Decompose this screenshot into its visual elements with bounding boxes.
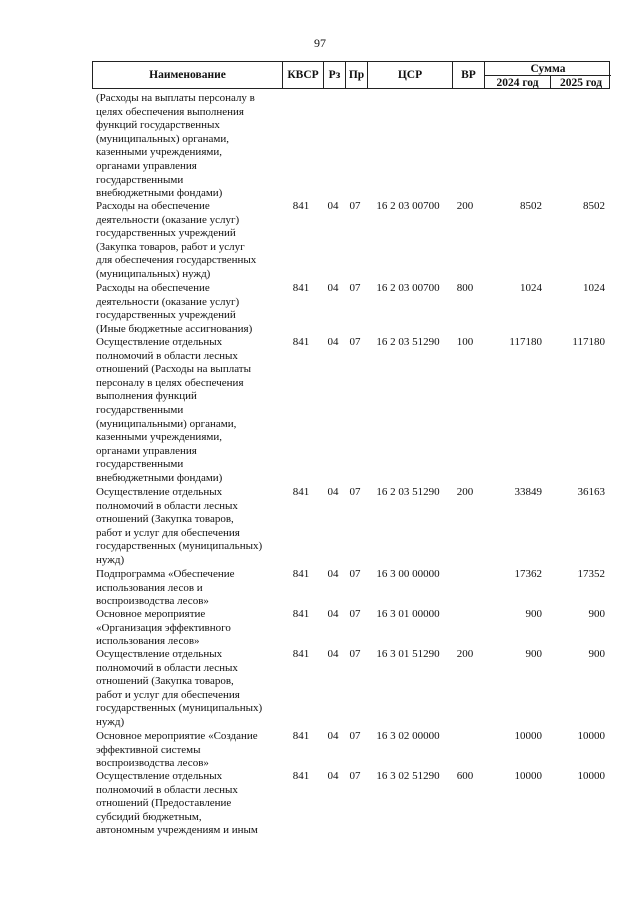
row-csr: 16 2 03 00700 bbox=[376, 282, 440, 294]
row-kvsr: 841 bbox=[292, 486, 310, 498]
row-rz: 04 bbox=[327, 200, 339, 212]
row-name: Осуществление отдельных полномочий в области лесных отношений (Расходы на выплаты персоналу в целях обеспечения выполнения функций государственными (муниципальными) органами, казенными учреждениями, органами управления государственными внебюджетными фондами) bbox=[96, 336, 251, 484]
row-rz: 04 bbox=[327, 608, 339, 620]
row-sum-2025: 17352 bbox=[577, 568, 605, 580]
row-kvsr: 841 bbox=[292, 568, 310, 580]
row-pr: 07 bbox=[349, 200, 361, 212]
row-vr: 800 bbox=[456, 282, 474, 294]
row-csr: 16 3 01 00000 bbox=[376, 608, 440, 620]
row-sum-2025: 10000 bbox=[577, 770, 605, 782]
row-pr: 07 bbox=[349, 336, 361, 348]
row-sum-2025: 8502 bbox=[583, 200, 605, 212]
header-sum: Сумма bbox=[485, 62, 611, 76]
row-sum-2024: 33849 bbox=[514, 486, 542, 498]
row-vr: 200 bbox=[456, 200, 474, 212]
row-pr: 07 bbox=[349, 568, 361, 580]
header-rz: Рз bbox=[323, 62, 345, 88]
row-name: Подпрограмма «Обеспечение использования лесов и воспроизводства лесов» bbox=[96, 568, 235, 608]
page-number: 97 bbox=[314, 36, 326, 50]
row-name: Осуществление отдельных полномочий в области лесных отношений (Закупка товаров, работ и услуг для обеспечения государственных (муниципальных) нужд) bbox=[96, 486, 263, 566]
row-name: Основное мероприятие «Создание эффективной системы воспроизводства лесов» bbox=[96, 730, 258, 770]
row-sum-2024: 900 bbox=[525, 608, 542, 620]
row-sum-2024: 900 bbox=[525, 648, 542, 660]
row-csr: 16 3 00 00000 bbox=[376, 568, 440, 580]
row-vr: 600 bbox=[456, 770, 474, 782]
row-sum-2024: 8502 bbox=[520, 200, 542, 212]
row-sum-2024: 117180 bbox=[509, 336, 542, 348]
row-kvsr: 841 bbox=[292, 336, 310, 348]
row-vr: 200 bbox=[456, 648, 474, 660]
row-sum-2024: 10000 bbox=[514, 730, 542, 742]
row-sum-2025: 36163 bbox=[577, 486, 605, 498]
table-header bbox=[92, 61, 610, 89]
row-sum-2025: 900 bbox=[588, 648, 605, 660]
row-pr: 07 bbox=[349, 648, 361, 660]
row-kvsr: 841 bbox=[292, 648, 310, 660]
row-rz: 04 bbox=[327, 770, 339, 782]
row-pr: 07 bbox=[349, 730, 361, 742]
row-kvsr: 841 bbox=[292, 200, 310, 212]
row-sum-2025: 900 bbox=[588, 608, 605, 620]
header-pr: Пр bbox=[345, 62, 367, 88]
row-sum-2024: 17362 bbox=[514, 568, 542, 580]
row-kvsr: 841 bbox=[292, 282, 310, 294]
row-vr: 200 bbox=[456, 486, 474, 498]
header-vr: ВР bbox=[452, 62, 484, 88]
row-pr: 07 bbox=[349, 486, 361, 498]
row-sum-2025: 117180 bbox=[572, 336, 605, 348]
row-csr: 16 2 03 51290 bbox=[376, 486, 440, 498]
row-csr: 16 3 02 51290 bbox=[376, 770, 440, 782]
row-kvsr: 841 bbox=[292, 730, 310, 742]
row-rz: 04 bbox=[327, 336, 339, 348]
header-year-2024: 2024 год bbox=[496, 76, 539, 89]
row-csr: 16 2 03 00700 bbox=[376, 200, 440, 212]
row-sum-2025: 10000 bbox=[577, 730, 605, 742]
row-rz: 04 bbox=[327, 648, 339, 660]
row-name: Расходы на обеспечение деятельности (оказание услуг) государственных учреждений (Закупка товаров, работ и услуг для обеспечения государственных (муниципальных) нужд) bbox=[96, 200, 257, 280]
row-name: Основное мероприятие «Организация эффективного использования лесов» bbox=[96, 608, 231, 648]
row-sum-2025: 1024 bbox=[583, 282, 605, 294]
row-kvsr: 841 bbox=[292, 608, 310, 620]
row-pr: 07 bbox=[349, 770, 361, 782]
row-name: (Расходы на выплаты персоналу в целях обеспечения выполнения функций государственных (муниципальных) органами, казенными учреждениями, органами управления государственными внебюджетными фондами) bbox=[96, 92, 255, 200]
row-pr: 07 bbox=[349, 282, 361, 294]
row-rz: 04 bbox=[327, 486, 339, 498]
row-rz: 04 bbox=[327, 568, 339, 580]
row-pr: 07 bbox=[349, 608, 361, 620]
row-rz: 04 bbox=[327, 282, 339, 294]
row-kvsr: 841 bbox=[292, 770, 310, 782]
row-name: Осуществление отдельных полномочий в области лесных отношений (Предоставление субсидий бюджетным, автономным учреждениям и иным bbox=[96, 770, 258, 837]
row-csr: 16 3 01 51290 bbox=[376, 648, 440, 660]
header-sum-group bbox=[484, 62, 611, 88]
row-sum-2024: 10000 bbox=[514, 770, 542, 782]
header-year-2025: 2025 год bbox=[550, 76, 611, 89]
row-name: Расходы на обеспечение деятельности (оказание услуг) государственных учреждений (Иные бюджетные ассигнования) bbox=[96, 282, 253, 335]
row-name: Осуществление отдельных полномочий в области лесных отношений (Закупка товаров, работ и услуг для обеспечения государственных (муниципальных) нужд) bbox=[96, 648, 263, 728]
row-vr: 100 bbox=[456, 336, 474, 348]
header-kvsr: КВСР bbox=[282, 62, 323, 88]
header-csr: ЦСР bbox=[367, 62, 452, 88]
row-rz: 04 bbox=[327, 730, 339, 742]
row-csr: 16 2 03 51290 bbox=[376, 336, 440, 348]
header-name: Наименование bbox=[149, 69, 226, 81]
row-csr: 16 3 02 00000 bbox=[376, 730, 440, 742]
row-sum-2024: 1024 bbox=[520, 282, 542, 294]
